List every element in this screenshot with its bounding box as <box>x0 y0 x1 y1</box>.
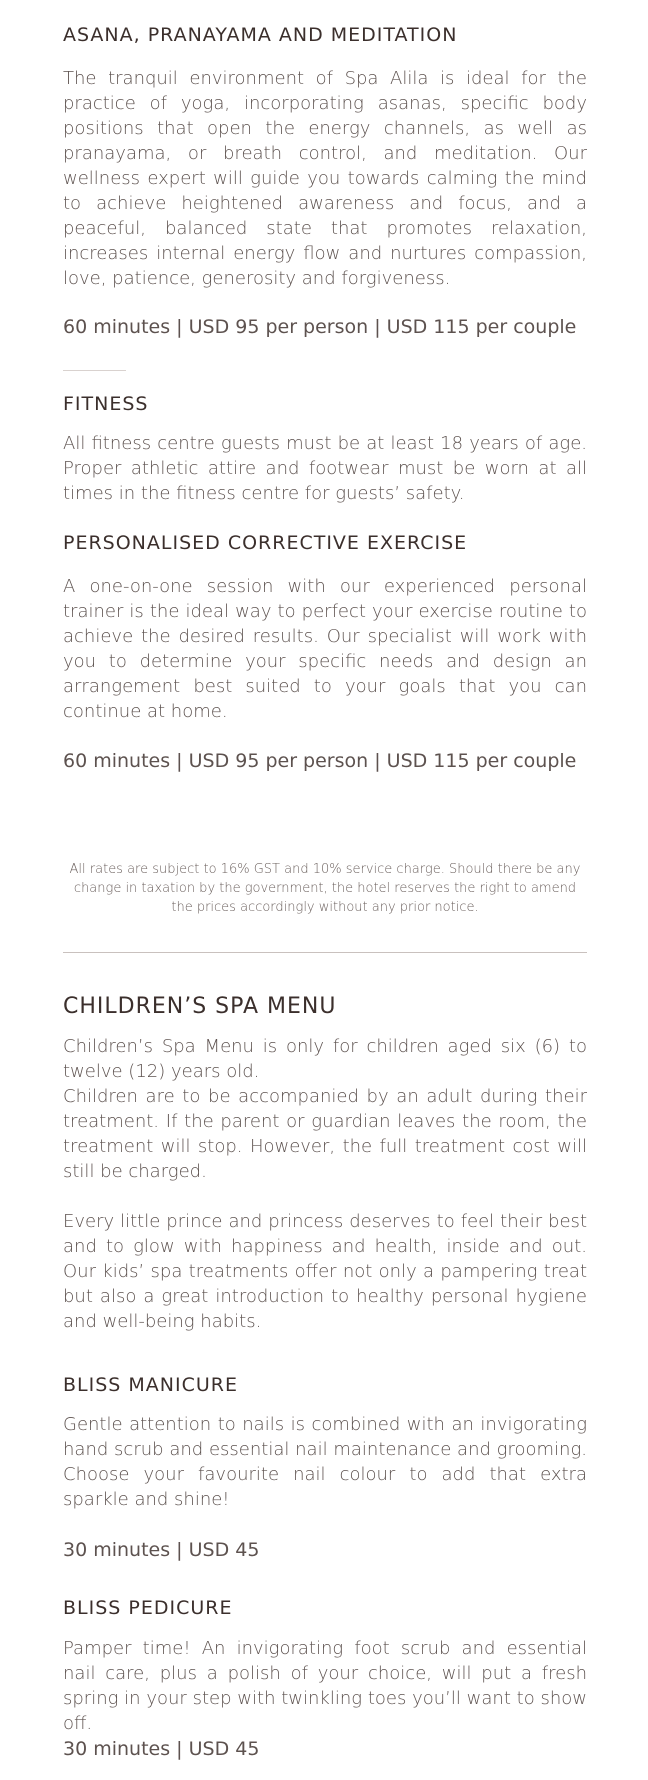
fitness-title: FITNESS <box>63 393 149 415</box>
children-intro-age: Children’s Spa Menu is only for children aged six (6) to twelve (12) years old. <box>63 1036 587 1082</box>
manicure-description: Gentle attention to nails is combined with an invigorating hand scrub and essential nail maintenance and grooming. Choose your favourite nail colour to add that extra sparkle and shine! <box>63 1414 587 1510</box>
yoga-price: 60 minutes | USD 95 per person | USD 115 per couple <box>63 316 577 338</box>
pedicure-title: BLISS PEDICURE <box>63 1597 233 1619</box>
manicure-price: 30 minutes | USD 45 <box>63 1539 260 1561</box>
children-intro-supervision: Children are to be accompanied by an adult during their treatment. If the parent or guardian leaves the room, the treatment will stop. However, the full treatment cost will still be charged. <box>63 1086 587 1182</box>
fitness-description: All fitness centre guests must be at least 18 years of age. Proper athletic attire and footwear must be worn at all times in the fitness centre for guests’ safety. <box>63 433 587 504</box>
section-divider-full <box>63 952 587 953</box>
pedicure-price: 30 minutes | USD 45 <box>63 1738 260 1760</box>
corrective-price: 60 minutes | USD 95 per person | USD 115 per couple <box>63 750 577 772</box>
corrective-description: A one-on-one session with our experienced personal trainer is the ideal way to perfect your exercise routine to achieve the desired results. Our specialist will work with you to determine your specific needs and design an arrangement best suited to your goals that you can continue at home. <box>63 576 587 722</box>
children-title: CHILDREN’S SPA MENU <box>63 994 337 1019</box>
yoga-title: ASANA, PRANAYAMA AND MEDITATION <box>63 24 458 46</box>
corrective-title: PERSONALISED CORRECTIVE EXERCISE <box>63 532 468 554</box>
yoga-description: The tranquil environment of Spa Alila is ideal for the practice of yoga, incorporating asanas, specific body positions that open the energy channels, as well as pranayama, or breath control, and meditation. Our wellness expert will guide you towards calming the mind to achieve heightened awareness and focus, and a peaceful, balanced state that promotes relaxation, increases internal energy flow and nurtures compassion, love, patience, generosity and forgiveness. <box>63 68 587 289</box>
children-intro-description: Every little prince and princess deserves to feel their best and to glow with happiness and health, inside and out. Our kids’ spa treatments offer not only a pampering treat but also a great introduction to healthy personal hygiene and well-being habits. <box>63 1211 587 1332</box>
manicure-title: BLISS MANICURE <box>63 1374 238 1396</box>
section-divider-short <box>63 370 126 371</box>
rates-note: All rates are subject to 16% GST and 10% service charge. Should there be any change in taxation by the government, the hotel reserves the right to amend the prices accordingly without any prior notice. <box>69 862 581 915</box>
pedicure-description: Pamper time! An invigorating foot scrub and essential nail care, plus a polish of your choice, will put a fresh spring in your step with twinkling toes you’ll want to show off. <box>63 1638 587 1734</box>
